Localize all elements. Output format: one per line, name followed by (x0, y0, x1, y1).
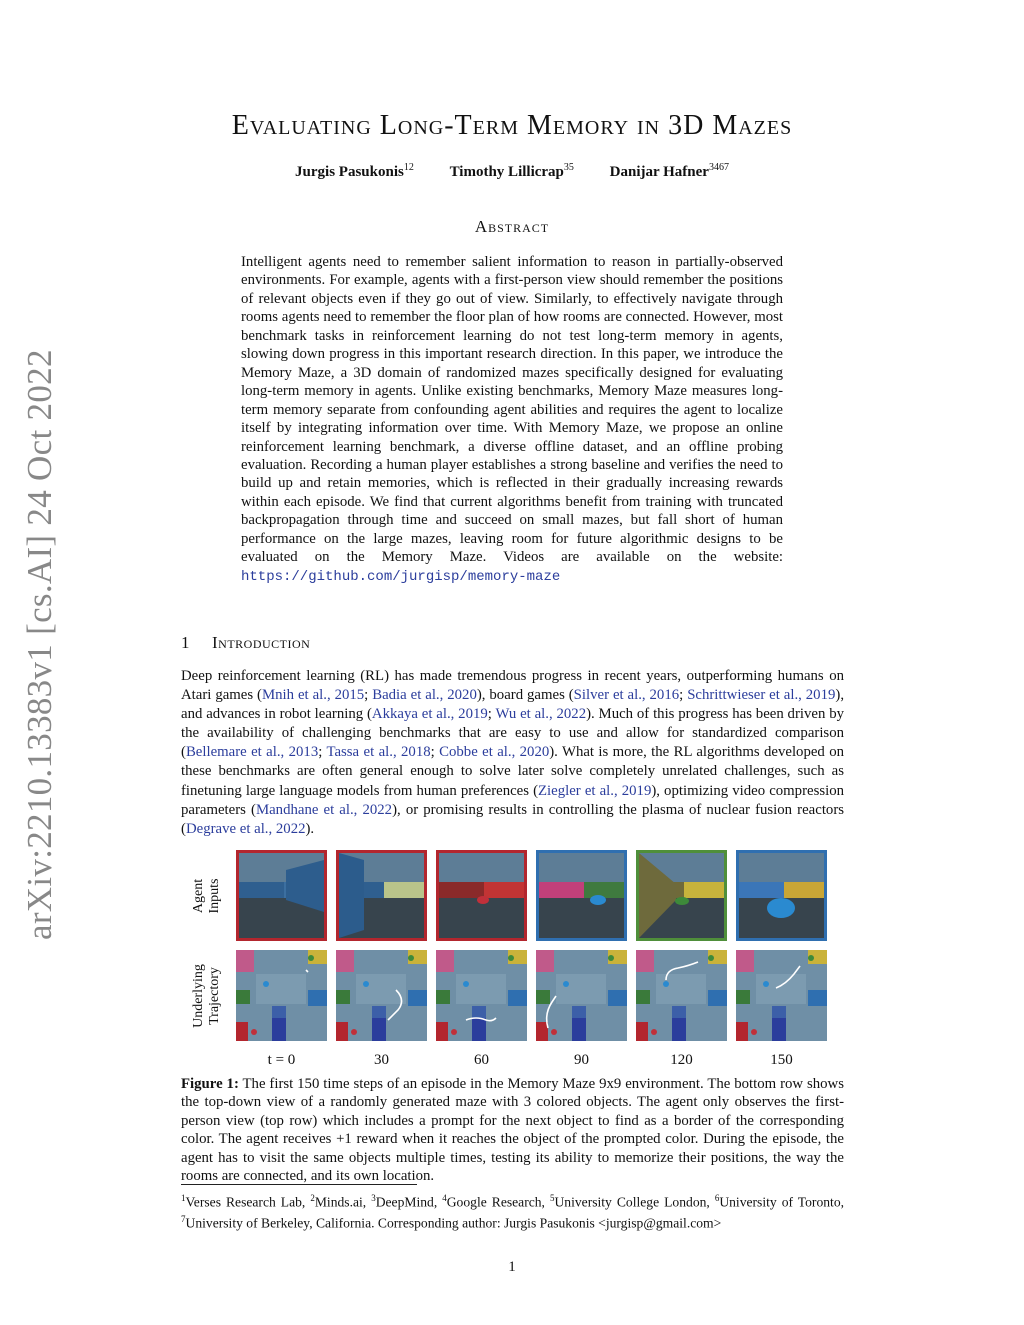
affiliation-text: Verses Research Lab, (185, 1194, 311, 1210)
intro-text: Deep reinforcement learning (RL) has made tremendous progress in recent years, outperforming humans on Atari games ( (181, 668, 844, 704)
intro-text: ). Much of this progress has been driven by the availability of challenging benchmarks that are easy to use and allow for standardized comparison ( (181, 706, 844, 761)
affiliation-marker: 1 (181, 1193, 186, 1203)
agent-input-frame (536, 850, 627, 941)
affiliation-marker: 7 (181, 1213, 186, 1224)
abstract-heading: Abstract (474, 217, 550, 236)
section-title: Introduction (212, 633, 311, 652)
affiliation-text: University of Toronto, (719, 1194, 845, 1210)
intro-text: ; (318, 744, 327, 761)
caption-text: The first 150 time steps of an episode in the Memory Maze 9x9 environment. The bottom row shows the top-down view of a randomly generated maze with 3 colored objects. The agent only observes the first-person view (top row) which includes a prompt for the next object to find as a border of the corresponding color. The agent receives +1 reward when it reaches the object of the prompted color. During the episode, the agent has to visit the same objects multiple times, testing its ability to memorize their positions, the way the rooms are connected, and its own location. (181, 1076, 844, 1185)
agent-input-frame (636, 850, 727, 941)
timestep-label: t = 0 (267, 1052, 296, 1068)
author: Timothy Lillicrap$^{35}$ (449, 162, 574, 180)
trajectory-map (536, 950, 627, 1041)
footnote-rule (181, 1184, 417, 1185)
timestep-label: 30 (374, 1052, 389, 1068)
trajectory-map (336, 950, 427, 1041)
affiliation-marker: 6 (714, 1193, 720, 1203)
citation-link[interactable]: Tassa et al., 2018 (326, 744, 431, 761)
agent-input-frame (336, 850, 427, 941)
citation-link[interactable]: Mandhane et al., 2022 (255, 801, 393, 818)
affiliation-marker: 3 (371, 1193, 376, 1203)
author: Jurgis Pasukonis$^{12}$ (295, 162, 414, 180)
trajectory-map (236, 950, 327, 1041)
caption-label: Figure 1: (181, 1076, 239, 1092)
citation-link[interactable]: Akkaya et al., 2019 (371, 706, 488, 723)
row-label-agent-inputs: Agent Inputs (191, 878, 222, 914)
intro-text: ), optimizing video compression parameters ( (181, 782, 845, 818)
author: Danijar Hafner$^{3467}$ (609, 162, 729, 180)
timestep-label: 150 (770, 1052, 793, 1068)
intro-text: ). (305, 820, 315, 837)
abstract-body (241, 253, 783, 586)
intro-text: ). What is more, the RL algorithms developed on these benchmarks are often general enough to solve later solve completely unrelated challenges, such as finetuning large language models from human preferences ( (181, 744, 844, 799)
citation-link[interactable]: Ziegler et al., 2019 (538, 782, 652, 799)
intro-text: ; (364, 687, 373, 704)
row-label-underlying-trajectory: Underlying Trajectory (191, 964, 222, 1028)
affiliation-text: Google Research, (446, 1194, 550, 1210)
section-heading (181, 633, 310, 653)
affiliation-marker: 2 (310, 1193, 315, 1203)
affiliation-marker: 5 (549, 1193, 555, 1203)
citation-link[interactable]: Schrittwieser et al., 2019 (687, 687, 836, 704)
citation-link[interactable]: Wu et al., 2022 (495, 706, 587, 723)
page-number: 1 (508, 1259, 516, 1275)
introduction-paragraph (181, 667, 844, 839)
citation-link[interactable]: Bellemare et al., 2013 (185, 744, 319, 761)
timestep-label: 120 (670, 1052, 693, 1068)
trajectory-map (436, 950, 527, 1041)
intro-text: ; (679, 687, 688, 704)
agent-input-frame (236, 850, 327, 941)
section-number: 1 (181, 633, 190, 652)
citation-link[interactable]: Badia et al., 2020 (372, 687, 477, 704)
website-link[interactable]: https://github.com/jurgisp/memory-maze (241, 568, 561, 585)
citation-link[interactable]: Mnih et al., 2015 (261, 687, 365, 704)
trajectory-map (636, 950, 727, 1041)
author-list (0, 162, 1024, 181)
timestep-label: 90 (574, 1052, 589, 1068)
agent-input-frame (436, 850, 527, 941)
citation-link[interactable]: Silver et al., 2016 (573, 687, 680, 704)
abstract-text: Intelligent agents need to remember salient information to reason in partially-observed environments. For example, agents with a first-person view should remember the positions of relevant objects even if they go out of view. Similarly, to effectively navigate through rooms agents need to remember the floor plan of how rooms are connected. However, most benchmark tasks in reinforcement learning do not test long-term memory in agents, slowing down progress in this important research direction. In this paper, we introduce the Memory Maze, a 3D domain of randomized mazes specifically designed for evaluating long-term memory in agents. Unlike existing benchmarks, Memory Maze measures long-term memory separate from confounding agent abilities and requires the agent to localize itself by integrating information over time. With Memory Maze, we propose an online reinforcement learning benchmark, a diverse offline dataset, and an offline probing evaluation. Recording a human player establishes a strong baseline and verifies the need to build up and retain memories, which is reflected in their gradually increasing rewards within each episode. We find that current algorithms benefit from training with truncated backpropagation through time and succeed on small mazes, but fall short of human performance on the large mazes, leaving room for future algorithmic designs to be evaluated on the Memory Maze. Videos are available on the website: (241, 254, 783, 566)
intro-text: ; (430, 744, 440, 761)
intro-text: ), board games ( (476, 687, 574, 704)
affiliation-text: University College London, (554, 1194, 715, 1210)
paper-title: Evaluating Long-Term Memory in 3D Mazes (231, 110, 793, 141)
timestep-label: 60 (474, 1052, 489, 1068)
affiliations-footnote (181, 1190, 844, 1232)
figure-caption (181, 1075, 844, 1185)
intro-text: ), and advances in robot learning ( (181, 687, 845, 723)
arxiv-identifier: arXiv:2210.13383v1 [cs.AI] 24 Oct 2022 (20, 349, 59, 940)
agent-input-frame (736, 850, 827, 941)
citation-link[interactable]: Degrave et al., 2022 (185, 820, 306, 837)
affiliation-text: DeepMind, (375, 1194, 443, 1210)
affiliation-text: Minds.ai, (314, 1194, 372, 1210)
citation-link[interactable]: Cobbe et al., 2020 (439, 744, 550, 761)
affiliation-marker: 4 (442, 1193, 447, 1203)
affiliation-text: University of Berkeley, California. Corresponding author: Jurgis Pasukonis <jurgisp@gmail.com> (185, 1215, 722, 1231)
intro-text: ), or promising results in controlling the plasma of nuclear fusion reactors ( (181, 801, 845, 837)
trajectory-map (736, 950, 827, 1041)
intro-text: ; (487, 706, 496, 723)
